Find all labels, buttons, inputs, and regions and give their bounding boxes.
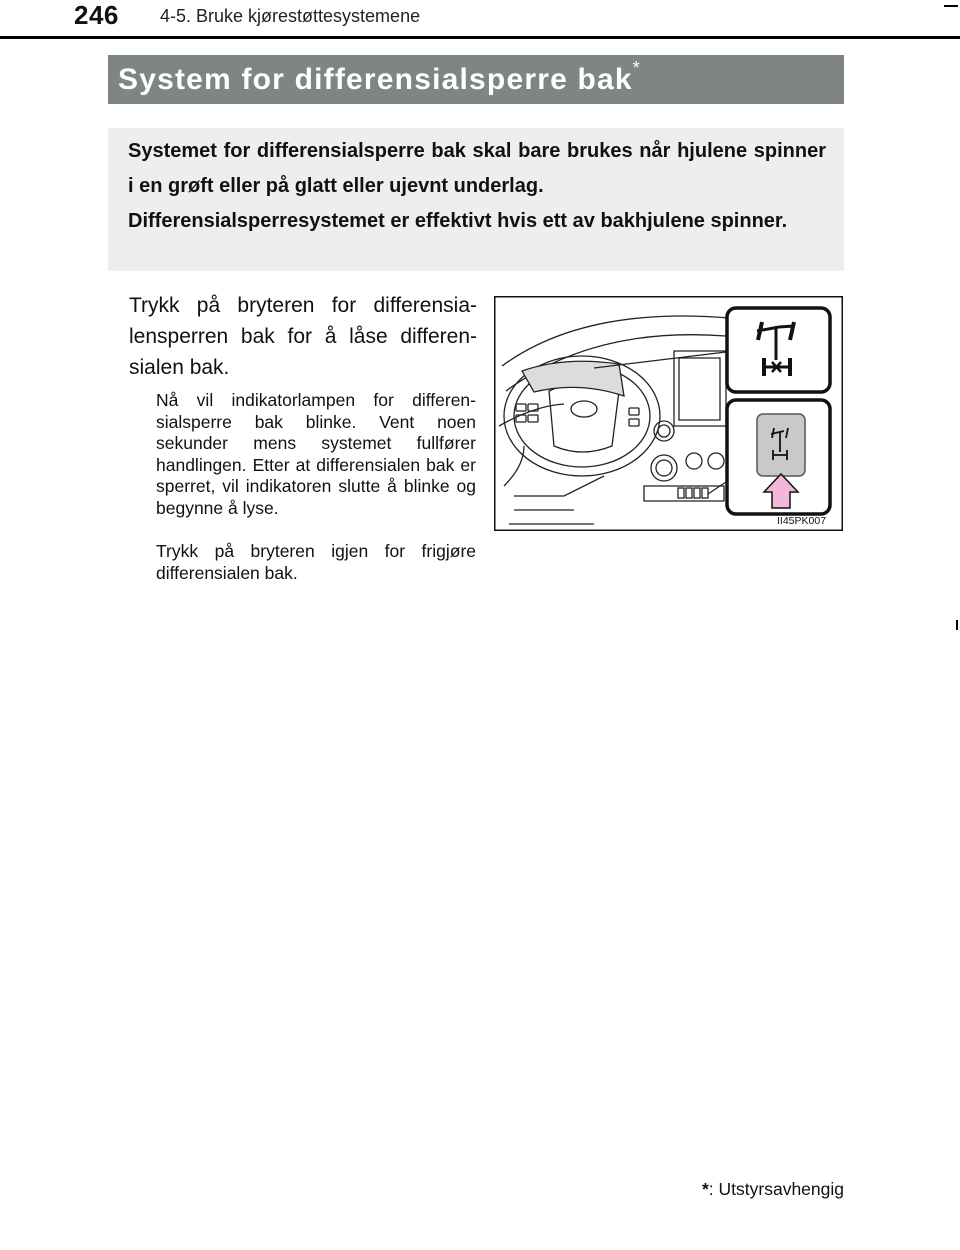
- title-band: [108, 55, 844, 104]
- step-instruction: Trykk på bryteren for differensia-lensperren bak for å låse differen-sialen bak.: [129, 294, 477, 379]
- footnote: [660, 1179, 844, 1200]
- dashboard-illustration: [494, 296, 843, 531]
- footnote-asterisk: *: [701, 1179, 709, 1199]
- footnote-text: : Utstyrsavhengig: [708, 1179, 844, 1199]
- summary-box: [108, 128, 844, 271]
- page-title: [118, 58, 642, 97]
- rear-diff-lock-indicator-icon: [727, 308, 830, 392]
- title-asterisk: *: [632, 58, 642, 78]
- figure-code: II45PK007: [777, 515, 827, 527]
- summary-paragraph-2: Differensialsperresystemet er effektivt hvis ett av bakhjulene spinner.: [128, 210, 788, 232]
- note-paragraph-1: Nå vil indikatorlampen for differen-sialsperre bak blinke. Vent noen sekunder mens systemet fullfører handlingen. Etter at differensialen bak er sperret, vil indikatoren slutte å blinke og begynne å lyse.: [156, 390, 476, 518]
- header-rule: [0, 36, 960, 39]
- dashboard-drawing: [494, 296, 843, 531]
- crop-mark-top-right: [944, 5, 958, 7]
- page-number: 246: [74, 0, 119, 30]
- section-title: 4-5. Bruke kjørestøttesystemene: [160, 6, 421, 26]
- note-paragraph-2: Trykk på bryteren igjen for frigjøre differensialen bak.: [156, 541, 476, 583]
- crop-mark-right: [956, 620, 958, 630]
- summary-paragraph-1: Systemet for differensialsperre bak skal bare brukes når hjulene spinner i en grøft eller på glatt eller ujevnt underlag.: [128, 140, 826, 197]
- page-title-text: System for differensialsperre bak: [118, 63, 633, 96]
